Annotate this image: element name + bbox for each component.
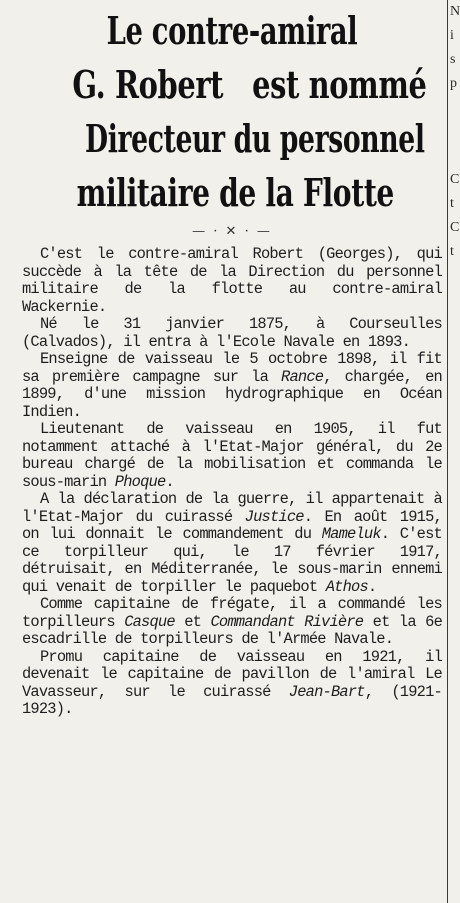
- paragraph-text: , chargée, en 1899, d'une mission hydrographique en Océan Indien.: [22, 367, 442, 421]
- paragraph-text: A la déclaration de la guerre, il appartenait à l'Etat-Major du cuirassé: [22, 490, 442, 526]
- headline-line-2: G. Robert est nommé: [72, 62, 427, 107]
- article-paragraph: [22, 421, 442, 491]
- adjacent-column-letter: i: [450, 28, 454, 43]
- paragraph-text: Promu capitaine de vaisseau en 1921, il devenait le capitaine de pavillon de l'amiral Le Vavasseur, sur le cuirassé: [22, 647, 442, 701]
- headline-ornament: — · ✕ · —: [192, 224, 272, 239]
- adjacent-column-letter: [450, 144, 458, 168]
- adjacent-column-letter: C: [450, 220, 460, 235]
- article-paragraph: [22, 491, 442, 596]
- headline-line-4: militaire de la Flotte: [76, 170, 394, 215]
- headline-line-3: Directeur du personnel: [85, 116, 425, 161]
- article: [22, 4, 442, 719]
- adjacent-column-letter: s: [450, 52, 456, 67]
- italic-name: Commandant Rivière: [210, 612, 364, 631]
- italic-name: Mameluk: [321, 525, 381, 543]
- paragraph-text: Né le 31 janvier 1875, à Courseulles (Calvados), il entra à l'Ecole Navale en 1893.: [22, 315, 442, 351]
- paragraph-text: Comme capitaine de frégate, il a commandé les torpilleurs: [22, 595, 442, 631]
- italic-name: Jean-Bart: [288, 682, 365, 701]
- paragraph-text: . En août 1915, on lui donnait le commandement du: [22, 507, 442, 543]
- adjacent-column-letter: N: [450, 4, 460, 19]
- italic-name: Phoque: [114, 472, 166, 491]
- paragraph-text: , (1921-1923).: [22, 682, 442, 718]
- adjacent-column-letter: t: [450, 244, 454, 259]
- paragraph-text: C'est le contre-amiral Robert (Georges), qui succède à la tête de la Direction du personnel militaire de la flotte au contre-amiral Wackernie.: [22, 245, 442, 316]
- italic-name: Athos: [325, 577, 368, 596]
- adjacent-column-letter: p: [450, 76, 457, 91]
- adjacent-column-fragment: [450, 0, 458, 903]
- paragraph-text: .: [367, 577, 377, 596]
- adjacent-column-letter: [450, 96, 458, 120]
- paragraph-text: .: [165, 472, 174, 491]
- article-body: [22, 246, 442, 719]
- headline-line-1: Le contre-amiral: [106, 8, 358, 53]
- article-paragraph: [22, 316, 442, 351]
- article-paragraph: [22, 596, 442, 649]
- adjacent-column-letter: [450, 120, 458, 144]
- paragraph-text: Enseigne de vaisseau le 5 octobre 1898, il fit sa première campagne sur la: [22, 350, 442, 386]
- italic-name: Rance: [281, 367, 324, 386]
- headline: [22, 4, 442, 220]
- adjacent-column-letter: t: [450, 196, 454, 211]
- article-paragraph: [22, 649, 442, 719]
- paragraph-text: et la 6e escadrille de torpilleurs de l'Armée Navale.: [22, 612, 442, 648]
- paragraph-text: Lieutenant de vaisseau en 1905, il fut notamment attaché à l'Etat-Major général, du 2e bureau chargé de la mobilisation et commanda le sous-marin: [22, 420, 442, 491]
- paragraph-text: et: [174, 612, 211, 631]
- paragraph-text: . C'est ce torpilleur qui, le 17 février 1917, détruisait, en Méditerranée, le sous-marin ennemi qui venait de torpiller le paquebot: [22, 525, 442, 596]
- column-rule: [447, 0, 448, 903]
- article-paragraph: [22, 351, 442, 421]
- article-paragraph: [22, 246, 442, 316]
- italic-name: Casque: [124, 612, 175, 631]
- adjacent-column-letter: C: [450, 172, 460, 187]
- italic-name: Justice: [244, 507, 304, 526]
